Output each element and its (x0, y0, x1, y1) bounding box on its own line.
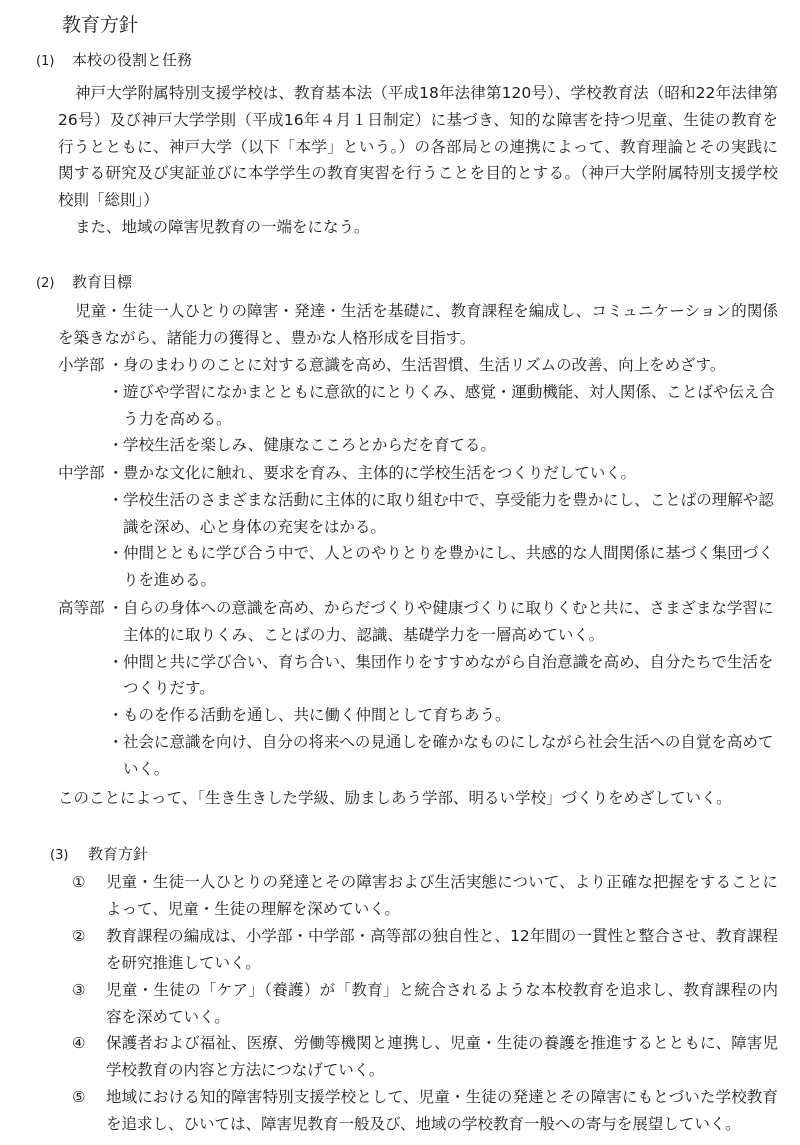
high-goal-3: ・ ものを作る活動を通し、共に働く仲間として育ちあう。 (108, 706, 511, 725)
high-label: 高等部 (58, 599, 105, 617)
section-2-closing: このことによって、「生き生きした学級、励ましあう学部、明るい学校」づくりをめざしていく。 (58, 789, 732, 807)
section-3-heading (50, 841, 148, 869)
section-2-heading (36, 269, 132, 297)
elementary-label: 小学部 (58, 356, 105, 374)
page-title: 教育方針 (62, 14, 139, 36)
section-1-note: また、地域の障害児教育の一端をになう。 (75, 218, 370, 236)
junior-goal-2: ・ 学校生活のさまざまな活動に主体的に取り組む中で、享受能力を豊かにし、ことばの理解や認識を深め、心と身体の充実をはかる。 (108, 490, 774, 536)
policy-item-2: ② 教育課程の編成は、小学部・中学部・高等部の独自性と、12年間の一貫性と整合させ、教育課程を研究推進していく。 (72, 926, 778, 972)
junior-goals (58, 460, 778, 594)
junior-goal-3: ・ 仲間とともに学び合う中で、人とのやりとりを豊かにし、共感的な人間関係に基づく集団づくりを進める。 (108, 544, 774, 590)
elementary-goal-1: ・ 身のまわりのことに対する意識を高め、生活習慣、生活リズムの改善、向上をめざす。 (108, 356, 726, 374)
policy-list (72, 869, 778, 1138)
policy-item-5: ⑤ 地域における知的障害特別支援学校として、児童・生徒の発達とその障害にもとづいた学校教育を追求し、ひいては、障害児教育一般及び、地域の学校教育一般への寄与を展望していく。 (72, 1088, 778, 1134)
junior-goal-1: ・ 豊かな文化に触れ、要求を育み、主体的に学校生活をつくりだしていく。 (108, 464, 637, 482)
section-3-title: 教育方針 (88, 845, 149, 863)
section-3-number: (3) (50, 848, 69, 863)
section-2-intro: 児童・生徒一人ひとりの障害・発達・生活を基礎に、教育課程を編成し、コミュニケーション的関係を築きながら、諸能力の獲得と、豊かな人格形成を目指す。 (58, 302, 778, 347)
elementary-goal-2: ・ 遊びや学習になかまとともに意欲的にとりくみ、感覚・運動機能、対人関係、ことばや伝え合う力を高める。 (108, 382, 775, 428)
section-1-number: (1) (36, 54, 55, 69)
elementary-goal-3: ・ 学校生活を楽しみ、健康なこころとからだを育てる。 (108, 436, 496, 455)
high-goal-2: ・ 仲間と共に学び合い、育ち合い、集団作りをすすめながら自治意識を高め、自分たちで生活をつくりだす。 (108, 652, 774, 698)
section-2-title: 教育目標 (72, 273, 133, 291)
section-2-number: (2) (36, 276, 55, 291)
policy-item-3: ③ 児童・生徒の「ケア」（養護）が「教育」と統合されるような本校教育を追求し、教育課程の内容を深めていく。 (72, 980, 778, 1026)
junior-label: 中学部 (58, 464, 105, 482)
section-1-title: 本校の役割と任務 (72, 51, 193, 69)
high-goal-1: ・ 自らの身体への意識を高め、からだづくりや健康づくりに取りくむと共に、さまざまな学習に主体的に取りくみ、ことばの力、認識、基礎学力を一層高めていく。 (108, 599, 774, 644)
high-goals (58, 595, 778, 783)
policy-item-4: ④ 保護者および福祉、医療、労働等機関と連携し、児童・生徒の養護を推進するとともに、障害児学校教育の内容と方法につなげていく。 (72, 1034, 778, 1080)
elementary-goals (58, 352, 778, 459)
high-goal-4: ・ 社会に意識を向け、自分の将来への見通しを確かなものにしながら社会生活への自覚を高めていく。 (108, 732, 774, 778)
section-1-paragraph: 神戸大学附属特別支援学校は、教育基本法（平成18年法律第120号）、学校教育法（昭和22年法律第26号）及び神戸大学学則（平成16年４月１日制定）に基づき、知的な障害を持つ児童、生徒の教育を行うとともに、神戸大学（以下「本学」という。）の各部局との連携によって、教育理論とその実践に関する研究及び実証並びに本学学生の教育実習を行うことを目的とする。（神戸大学附属特別支援学校校則「総則」） (58, 84, 778, 210)
section-1-heading (36, 47, 192, 75)
policy-item-1: ① 児童・生徒一人ひとりの発達とその障害および生活実態について、より正確な把握をすることによって、児童・生徒の理解を深めていく。 (72, 873, 778, 918)
